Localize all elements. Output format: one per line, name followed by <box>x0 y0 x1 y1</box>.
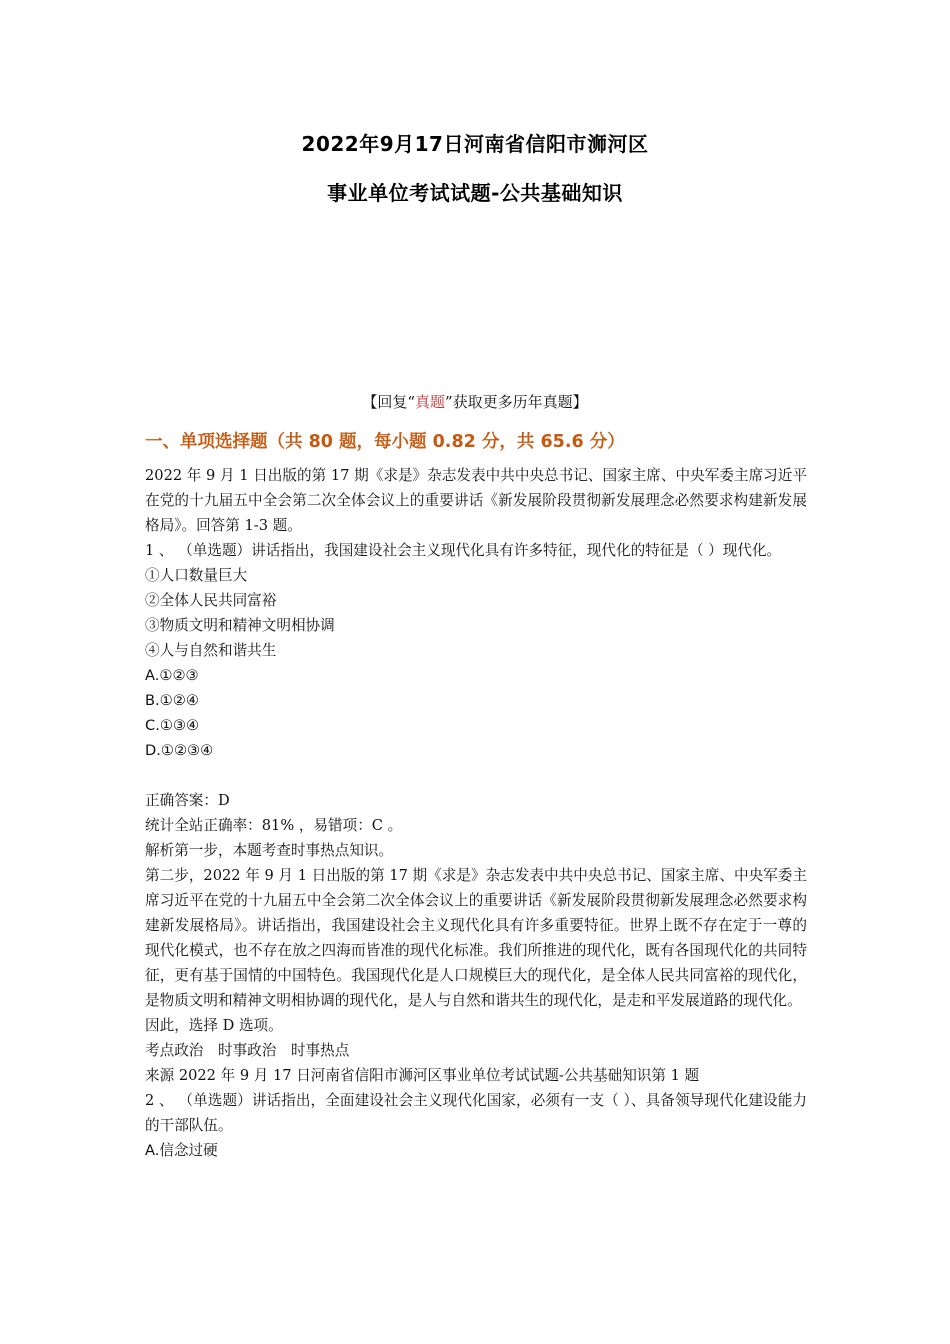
notice-prefix: 【回复“ <box>362 393 415 411</box>
notice-banner <box>0 391 950 412</box>
question-1-item: ③物质文明和精神文明相协调 <box>145 617 335 634</box>
document-body <box>145 463 807 1163</box>
notice-suffix: ”获取更多历年真题】 <box>445 393 588 411</box>
question-1-option-a: A.①②③ <box>145 667 199 684</box>
question-1-option-b: B.①②④ <box>145 692 199 709</box>
question-1-option-c: C.①③④ <box>145 717 200 734</box>
document-title-line1: 2022年9月17日河南省信阳市浉河区 <box>301 132 649 156</box>
question-1-conclusion: 因此，选择 D 选项。 <box>145 1017 283 1034</box>
question-2-option-a: A.信念过硬 <box>145 1142 218 1159</box>
question-1-analysis-step1: 解析第一步，本题考查时事热点知识。 <box>145 842 394 859</box>
question-1-tags: 考点政治 时事政治 时事热点 <box>145 1042 350 1059</box>
question-1-source: 来源 2022 年 9 月 17 日河南省信阳市浉河区事业单位考试试题-公共基础知识第 1 题 <box>145 1067 700 1084</box>
document-title-line2: 事业单位考试试题-公共基础知识 <box>327 181 623 205</box>
notice-highlight: 真题 <box>414 393 445 411</box>
question-1-stem: 1 、 （单选题）讲话指出，我国建设社会主义现代化具有许多特征，现代化的特征是（ ）现代化。 <box>145 542 782 559</box>
spacer <box>145 763 807 788</box>
question-1-option-d: D.①②③④ <box>145 742 214 759</box>
question-1-analysis-step2: 第二步，2022 年 9 月 1 日出版的第 17 期《求是》杂志发表中共中央总书记、国家主席、中央军委主席习近平在党的十九届五中全会第二次全体会议上的重要讲话《新发展阶段贯彻新发展理念必然要求构建新发展格局》。讲话指出，我国建设社会主义现代化具有许多重要特征。世界上既不存在定于一尊的现代化模式，也不存在放之四海而皆准的现代化标准。我们所推进的现代化，既有各国现代化的共同特征，更有基于国情的中国特色。我国现代化是人口规模巨大的现代化，是全体人民共同富裕的现代化，是物质文明和精神文明相协调的现代化，是人与自然和谐共生的现代化，是走和平发展道路的现代化。 <box>145 867 807 1009</box>
section-heading: 一、单项选择题（共 80 题，每小题 0.82 分，共 65.6 分） <box>145 432 625 452</box>
passage-intro: 2022 年 9 月 1 日出版的第 17 期《求是》杂志发表中共中央总书记、国家主席、中央军委主席习近平在党的十九届五中全会第二次全体会议上的重要讲话《新发展阶段贯彻新发展理念必然要求构建新发展格局》。回答第 1-3 题。 <box>145 467 807 534</box>
question-1-stats: 统计全站正确率：81% ，易错项：C 。 <box>145 817 403 834</box>
question-2-stem: 2 、 （单选题）讲话指出，全面建设社会主义现代化国家，必须有一支（ ）、具备领导现代化建设能力的干部队伍。 <box>145 1092 807 1134</box>
question-1-item: ④人与自然和谐共生 <box>145 642 277 659</box>
question-1-item: ①人口数量巨大 <box>145 567 248 584</box>
question-1-answer: 正确答案：D <box>145 792 230 809</box>
question-1-item: ②全体人民共同富裕 <box>145 592 277 609</box>
